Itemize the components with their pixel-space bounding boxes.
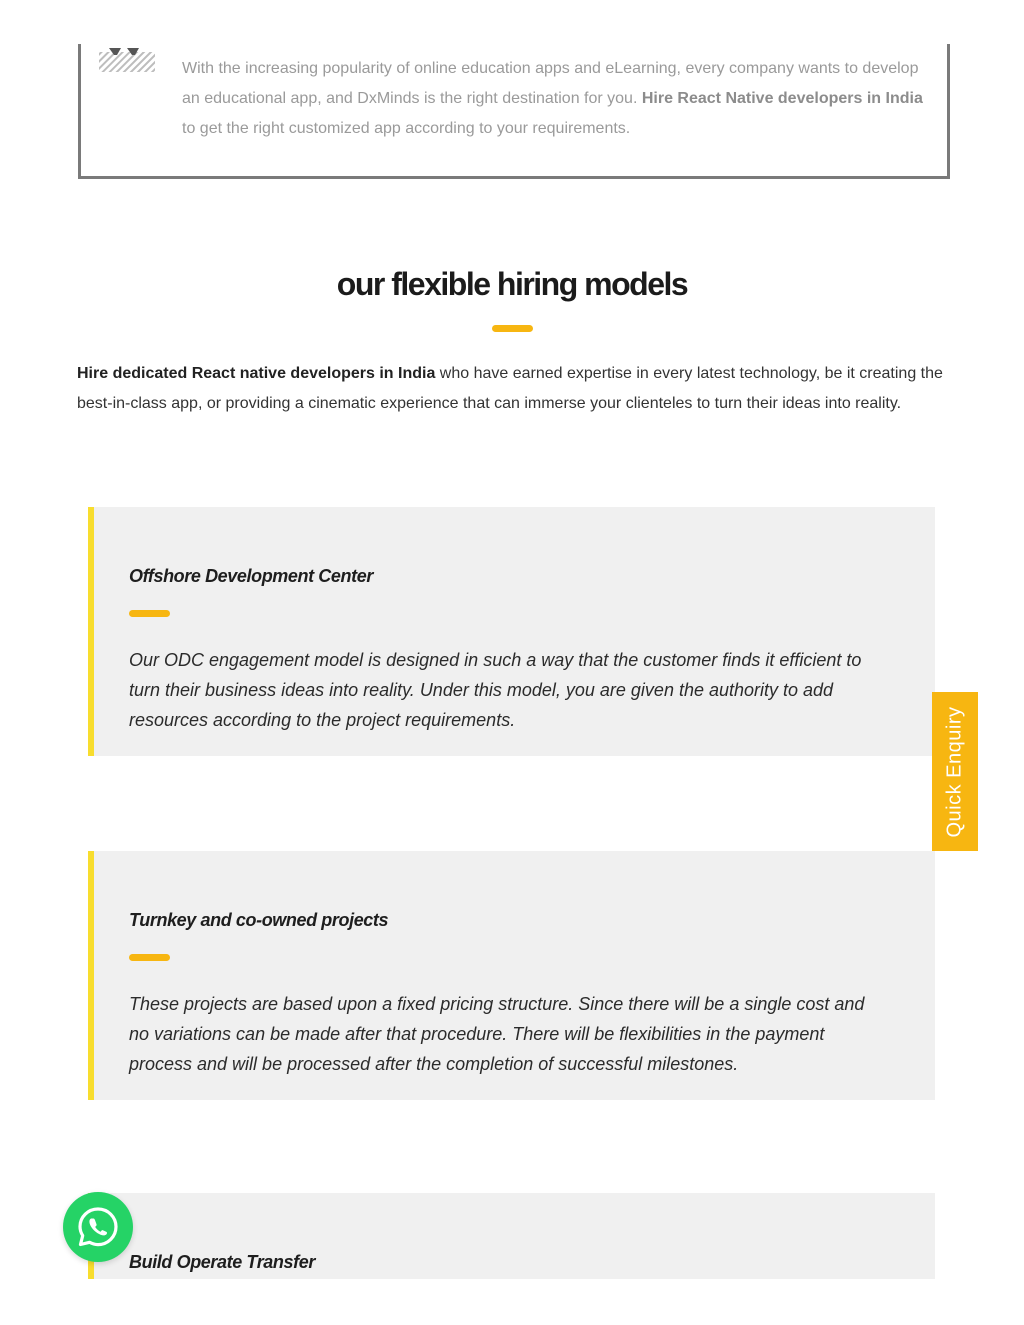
quote-box	[78, 44, 950, 179]
intro-paragraph: Hire dedicated React native developers in India who have earned expertise in every latest technology, be it creating the best-in-class app, or providing a cinematic experience that can immerse your clienteles to turn their ideas into reality.	[77, 365, 943, 412]
model-title: Offshore Development Center	[129, 566, 373, 586]
quick-enquiry-label: Quick Enquiry	[943, 706, 966, 837]
quick-enquiry-button[interactable]	[932, 692, 978, 851]
model-title: Build Operate Transfer	[129, 1252, 315, 1272]
model-title: Turnkey and co-owned projects	[129, 910, 389, 930]
model-card-bot	[88, 1193, 935, 1279]
model-description: Our ODC engagement model is designed in such a way that the customer finds it efficient to turn their business ideas into reality. Under this model, you are given the authority to add resources according to the project requirements.	[129, 650, 862, 730]
quote-text: With the increasing popularity of online education apps and eLearning, every company wants to develop an educational app, and DxMinds is the right destination for you. Hire React Native developers in India to get the right customized app according to your requirements.	[182, 60, 923, 137]
whatsapp-button[interactable]	[63, 1192, 133, 1262]
intro-bold-text: Hire dedicated React native developers in India	[77, 365, 436, 382]
whatsapp-icon	[76, 1205, 120, 1249]
model-description: These projects are based upon a fixed pricing structure. Since there will be a single cost and no variations can be made after that procedure. There will be flexibilities in the payment process and will be processed after the completion of successful milestones.	[129, 994, 865, 1074]
quote-link-text: Hire React Native developers in India	[641, 90, 923, 107]
model-card-offshore	[88, 507, 935, 756]
model-title-underline	[129, 610, 170, 617]
title-underline	[492, 325, 533, 332]
quote-mark-icon	[99, 46, 155, 72]
model-card-turnkey	[88, 851, 935, 1100]
section-title: our flexible hiring models	[336, 266, 688, 302]
model-title-underline	[129, 954, 170, 961]
